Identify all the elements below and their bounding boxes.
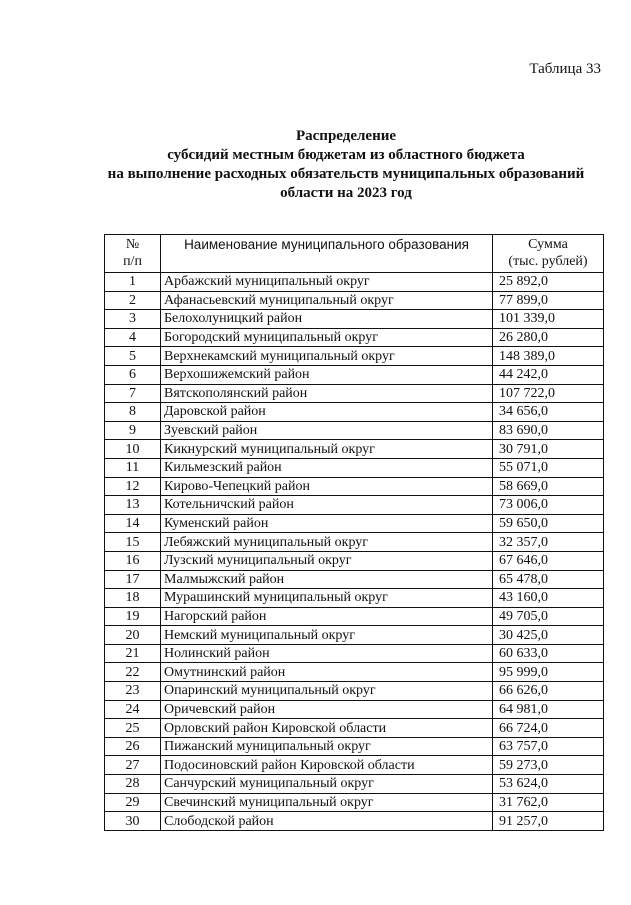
table-row — [105, 663, 604, 682]
row-name: Слободской район — [161, 812, 493, 831]
row-sum: 58 669,0 — [493, 477, 604, 496]
row-name: Лебяжский муниципальный округ — [161, 533, 493, 552]
row-sum: 64 981,0 — [493, 700, 604, 719]
table-row — [105, 533, 604, 552]
row-sum: 25 892,0 — [493, 273, 604, 292]
row-sum: 77 899,0 — [493, 291, 604, 310]
header-number-line1: № — [125, 237, 140, 252]
table-row — [105, 607, 604, 626]
table-row — [105, 682, 604, 701]
row-sum: 43 160,0 — [493, 589, 604, 608]
table-row — [105, 496, 604, 515]
row-sum: 55 071,0 — [493, 458, 604, 477]
row-name: Зуевский район — [161, 421, 493, 440]
row-number: 12 — [105, 477, 161, 496]
row-name: Лузский муниципальный округ — [161, 551, 493, 570]
row-number: 20 — [105, 626, 161, 645]
table-row — [105, 310, 604, 329]
row-sum: 32 357,0 — [493, 533, 604, 552]
row-name: Пижанский муниципальный округ — [161, 737, 493, 756]
table-row — [105, 644, 604, 663]
table-row — [105, 570, 604, 589]
table-row — [105, 514, 604, 533]
row-sum: 95 999,0 — [493, 663, 604, 682]
title-line-1: Распределение — [295, 128, 397, 144]
row-name: Подосиновский район Кировской области — [161, 756, 493, 775]
row-name: Куменский район — [161, 514, 493, 533]
table-row — [105, 421, 604, 440]
table-row — [105, 551, 604, 570]
row-name: Афанасьевский муниципальный округ — [161, 291, 493, 310]
table-row — [105, 384, 604, 403]
table-row — [105, 347, 604, 366]
table-row — [105, 477, 604, 496]
row-sum: 53 624,0 — [493, 775, 604, 794]
table-header-row — [105, 235, 604, 273]
row-number: 23 — [105, 682, 161, 701]
row-number: 28 — [105, 775, 161, 794]
table-row — [105, 403, 604, 422]
row-name: Арбажский муниципальный округ — [161, 273, 493, 292]
row-name: Орловский район Кировской области — [161, 719, 493, 738]
row-name: Свечинский муниципальный округ — [161, 793, 493, 812]
document-title — [96, 127, 596, 203]
subsidy-table — [104, 234, 604, 831]
header-number — [105, 235, 161, 273]
row-sum: 67 646,0 — [493, 551, 604, 570]
table-row — [105, 626, 604, 645]
row-name: Кикнурский муниципальный округ — [161, 440, 493, 459]
row-name: Кильмезский район — [161, 458, 493, 477]
row-number: 11 — [105, 458, 161, 477]
row-sum: 65 478,0 — [493, 570, 604, 589]
row-number: 25 — [105, 719, 161, 738]
row-number: 14 — [105, 514, 161, 533]
table-row — [105, 756, 604, 775]
row-name: Верхошижемский район — [161, 365, 493, 384]
table-row — [105, 365, 604, 384]
row-number: 18 — [105, 589, 161, 608]
row-number: 3 — [105, 310, 161, 329]
title-line-4: области на 2023 год — [280, 185, 412, 201]
row-sum: 59 650,0 — [493, 514, 604, 533]
row-number: 10 — [105, 440, 161, 459]
row-name: Богородский муниципальный округ — [161, 328, 493, 347]
row-sum: 83 690,0 — [493, 421, 604, 440]
row-number: 6 — [105, 365, 161, 384]
table-row — [105, 719, 604, 738]
header-sum-line1: Сумма — [528, 237, 568, 252]
row-number: 1 — [105, 273, 161, 292]
table-body — [105, 273, 604, 831]
row-sum: 49 705,0 — [493, 607, 604, 626]
row-number: 8 — [105, 403, 161, 422]
row-number: 19 — [105, 607, 161, 626]
row-number: 22 — [105, 663, 161, 682]
row-number: 9 — [105, 421, 161, 440]
row-number: 13 — [105, 496, 161, 515]
row-sum: 91 257,0 — [493, 812, 604, 831]
row-name: Нагорский район — [161, 607, 493, 626]
row-sum: 44 242,0 — [493, 365, 604, 384]
row-sum: 59 273,0 — [493, 756, 604, 775]
row-number: 7 — [105, 384, 161, 403]
table-row — [105, 700, 604, 719]
row-sum: 26 280,0 — [493, 328, 604, 347]
header-number-line2: п/п — [123, 254, 142, 269]
title-line-3: на выполнение расходных обязательств муниципальных образований — [107, 166, 585, 182]
row-name: Немский муниципальный округ — [161, 626, 493, 645]
row-sum: 34 656,0 — [493, 403, 604, 422]
row-name: Белохолуницкий район — [161, 310, 493, 329]
row-number: 30 — [105, 812, 161, 831]
row-name: Оричевский район — [161, 700, 493, 719]
row-name: Даровской район — [161, 403, 493, 422]
row-name: Нолинский район — [161, 644, 493, 663]
header-sum-line2: (тыс. рублей) — [508, 254, 588, 269]
table-number-label: Таблица 33 — [529, 61, 601, 77]
row-name: Малмыжский район — [161, 570, 493, 589]
row-sum: 30 791,0 — [493, 440, 604, 459]
table-row — [105, 737, 604, 756]
row-name: Вятскополянский район — [161, 384, 493, 403]
row-number: 16 — [105, 551, 161, 570]
row-sum: 60 633,0 — [493, 644, 604, 663]
row-number: 21 — [105, 644, 161, 663]
row-sum: 31 762,0 — [493, 793, 604, 812]
row-number: 17 — [105, 570, 161, 589]
title-line-2: субсидий местным бюджетам из областного бюджета — [167, 147, 525, 163]
row-name: Омутнинский район — [161, 663, 493, 682]
row-sum: 66 724,0 — [493, 719, 604, 738]
row-name: Мурашинский муниципальный округ — [161, 589, 493, 608]
row-name: Санчурский муниципальный округ — [161, 775, 493, 794]
row-number: 26 — [105, 737, 161, 756]
table-row — [105, 589, 604, 608]
row-number: 5 — [105, 347, 161, 366]
row-number: 2 — [105, 291, 161, 310]
row-number: 4 — [105, 328, 161, 347]
row-number: 24 — [105, 700, 161, 719]
table-row — [105, 793, 604, 812]
row-name: Верхнекамский муниципальный округ — [161, 347, 493, 366]
row-sum: 101 339,0 — [493, 310, 604, 329]
row-sum: 66 626,0 — [493, 682, 604, 701]
table-row — [105, 328, 604, 347]
header-name: Наименование муниципального образования — [161, 235, 493, 273]
table-row — [105, 775, 604, 794]
row-name: Котельничский район — [161, 496, 493, 515]
row-name: Опаринский муниципальный округ — [161, 682, 493, 701]
row-sum: 63 757,0 — [493, 737, 604, 756]
table-row — [105, 812, 604, 831]
row-sum: 148 389,0 — [493, 347, 604, 366]
row-sum: 30 425,0 — [493, 626, 604, 645]
row-sum: 73 006,0 — [493, 496, 604, 515]
table-row — [105, 291, 604, 310]
row-number: 29 — [105, 793, 161, 812]
table-row — [105, 458, 604, 477]
table-row — [105, 273, 604, 292]
header-sum — [493, 235, 604, 273]
table-row — [105, 440, 604, 459]
row-number: 15 — [105, 533, 161, 552]
row-sum: 107 722,0 — [493, 384, 604, 403]
row-number: 27 — [105, 756, 161, 775]
row-name: Кирово-Чепецкий район — [161, 477, 493, 496]
